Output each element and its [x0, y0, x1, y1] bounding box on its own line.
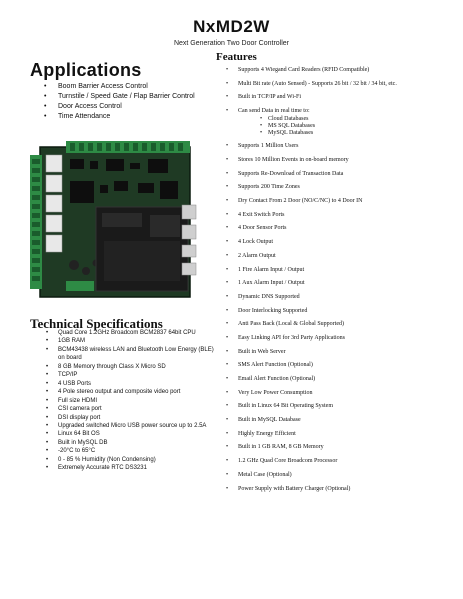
- list-item: • Full size HDMI: [46, 397, 218, 405]
- list-item: • Boom Barrier Access Control: [44, 82, 214, 92]
- sub-list-item: • MySQL Databases: [260, 130, 446, 137]
- list-item: • Built in MySQL DB: [46, 439, 218, 447]
- list-item: • Very Low Power Consumption: [226, 390, 446, 398]
- sub-list-item: • Cloud Databases: [260, 116, 446, 123]
- list-item: • Time Attendance: [44, 112, 214, 122]
- list-item: • Highly Energy Efficient: [226, 431, 446, 439]
- list-item: • Upgraded switched Micro USB power source up to 2.5A: [46, 422, 218, 430]
- list-item: • DSI display port: [46, 414, 218, 422]
- top-terminal-block: [66, 141, 190, 153]
- list-item: • 4 Door Sensor Ports: [226, 225, 446, 233]
- list-item: • Easy Linking API for 3rd Party Applications: [226, 335, 446, 343]
- controller-board-image: [30, 141, 200, 303]
- list-item: • -20°C to 65°C: [46, 447, 218, 455]
- list-item: • Stores 10 Million Events in on-board memory: [226, 157, 446, 165]
- list-item: • Built in Web Server: [226, 349, 446, 357]
- features-list: [226, 67, 446, 499]
- applications-heading: Applications: [30, 60, 142, 80]
- relay-column: [46, 155, 62, 252]
- list-item: • TCP/IP: [46, 371, 218, 379]
- list-item: • CSI camera port: [46, 405, 218, 413]
- list-item-realtime: [226, 108, 446, 137]
- list-item: • Multi Bit rate (Auto Sensed) - Supports 26 bit / 32 bit / 34 bit, etc.: [226, 81, 446, 89]
- technical-list: [46, 329, 218, 473]
- list-item: • 1 Fire Alarm Input / Output: [226, 267, 446, 275]
- list-item: • Linux 64 Bit OS: [46, 430, 218, 438]
- features-heading: Features: [216, 51, 257, 63]
- list-item: • 1GB RAM: [46, 337, 218, 345]
- sub-list-item: • MS SQL Databases: [260, 123, 446, 130]
- list-item: • 2 Alarm Output: [226, 253, 446, 261]
- page-title: NxMD2W: [193, 17, 270, 36]
- list-item: • 4 Exit Switch Ports: [226, 212, 446, 220]
- list-item: • Door Access Control: [44, 102, 214, 112]
- list-item: • Supports 200 Time Zones: [226, 184, 446, 192]
- list-item: • Door Interlocking Supported: [226, 308, 446, 316]
- list-item: • Power Supply with Battery Charger (Optional): [226, 486, 446, 494]
- realtime-targets-list: [238, 116, 446, 138]
- list-item: • Extremely Accurate RTC DS3231: [46, 464, 218, 472]
- list-item: • Turnstile / Speed Gate / Flap Barrier Control: [44, 92, 214, 102]
- list-item: • Built in Linux 64 Bit Operating System: [226, 403, 446, 411]
- left-terminal-block: [30, 155, 42, 289]
- list-item: • Anti Pass Back (Local & Global Supported): [226, 321, 446, 329]
- list-item: • BCM43438 wireless LAN and Bluetooth Low Energy (BLE) on board: [46, 346, 218, 363]
- list-item: • 4 Lock Output: [226, 239, 446, 247]
- list-item: • Supports 1 Million Users: [226, 143, 446, 151]
- realtime-label: Can send Data in real time to:: [238, 108, 310, 115]
- list-item: • 4 USB Ports: [46, 380, 218, 388]
- list-item: • 1.2 GHz Quad Core Broadcom Processor: [226, 458, 446, 466]
- list-item: • Built in MySQL Database: [226, 417, 446, 425]
- list-item: • Built in 1 GB RAM, 8 GB Memory: [226, 444, 446, 452]
- list-item: • Email Alert Function (Optional): [226, 376, 446, 384]
- bottom-terminal-block: [66, 281, 94, 291]
- applications-list: [44, 82, 214, 122]
- list-item: • Supports Re-Download of Transaction Data: [226, 171, 446, 179]
- list-item: • 8 GB Memory through Class X Micro SD: [46, 363, 218, 371]
- list-item: • SMS Alert Function (Optional): [226, 362, 446, 370]
- list-item: • Supports 4 Wiegand Card Readers (RFID Compatible): [226, 67, 446, 75]
- list-item: • Metal Case (Optional): [226, 472, 446, 480]
- list-item: • Built in TCP/IP and Wi-Fi: [226, 94, 446, 102]
- list-item: • Quad Core 1.2GHz Broadcom BCM2837 64bit CPU: [46, 329, 218, 337]
- list-item: • Dynamic DNS Supported: [226, 294, 446, 302]
- list-item: • 0 - 85 % Humidity (Non Condensing): [46, 456, 218, 464]
- page-subtitle: Next Generation Two Door Controller: [173, 40, 290, 47]
- technical-heading: Technical Specifications: [30, 316, 163, 331]
- list-item: • 4 Pole stereo output and composite video port: [46, 388, 218, 396]
- list-item: • Dry Contact From 2 Door (NO/C/NC) to 4 Door IN: [226, 198, 446, 206]
- list-item: • 1 Aux Alarm Input / Output: [226, 280, 446, 288]
